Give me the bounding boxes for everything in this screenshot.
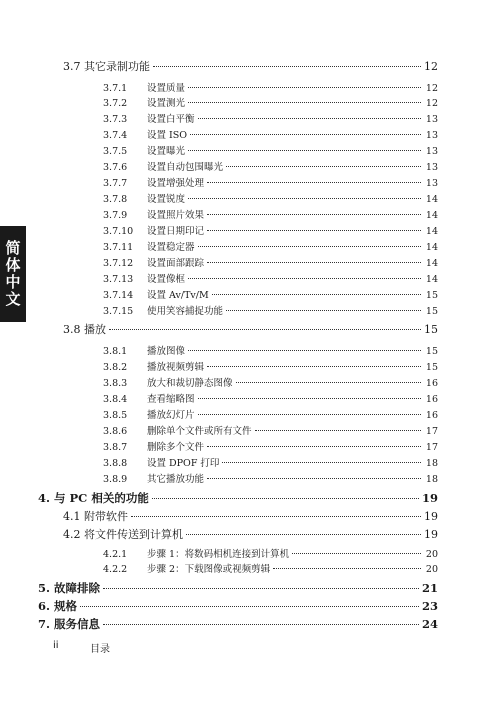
toc-entry[interactable] — [103, 255, 438, 269]
toc-title: 设置 ISO — [147, 130, 188, 141]
toc-page: 15 — [425, 306, 438, 317]
dot-leader — [292, 553, 421, 554]
toc-entry[interactable] — [63, 321, 438, 337]
toc-entry[interactable] — [38, 490, 438, 506]
toc-number: 4.2.1 — [103, 549, 128, 560]
toc-page: 18 — [425, 474, 438, 485]
dot-leader — [226, 310, 421, 311]
toc-entry[interactable] — [103, 223, 438, 237]
toc-entry[interactable] — [103, 191, 438, 205]
toc-number: 3.8.2 — [103, 362, 128, 373]
toc-page: 13 — [425, 162, 438, 173]
toc-entry[interactable] — [103, 407, 438, 421]
toc-number: 3.8.1 — [103, 346, 128, 357]
dot-leader — [153, 66, 421, 67]
dot-leader — [222, 462, 421, 463]
toc-title: 4.2 将文件传送到计算机 — [63, 528, 183, 541]
dot-leader — [80, 606, 419, 607]
toc-page: 15 — [425, 290, 438, 301]
toc-entry[interactable] — [103, 271, 438, 285]
toc-entry[interactable] — [103, 423, 438, 437]
toc-page: 19 — [424, 528, 438, 541]
dot-leader — [109, 329, 421, 330]
toc-entry[interactable] — [103, 159, 438, 173]
dot-leader — [207, 446, 421, 447]
dot-leader — [207, 230, 421, 231]
dot-leader — [226, 166, 421, 167]
toc-title: 使用笑容捕捉功能 — [147, 306, 224, 317]
toc-title: 步骤 1：将数码相机连接到计算机 — [147, 549, 290, 560]
dot-leader — [207, 262, 421, 263]
toc-page: 12 — [424, 60, 438, 73]
toc-title: 设置面部跟踪 — [147, 258, 205, 269]
dot-leader — [198, 246, 421, 247]
toc-number: 3.8.3 — [103, 378, 128, 389]
dot-leader — [198, 398, 421, 399]
page-number: ii — [53, 640, 59, 651]
toc-entry[interactable] — [63, 58, 438, 74]
toc-title: 设置质量 — [147, 83, 186, 94]
toc-title: 设置曝光 — [147, 146, 186, 157]
toc-number: 3.8.5 — [103, 410, 128, 421]
toc-page: 14 — [425, 210, 438, 221]
dot-leader — [152, 498, 419, 499]
toc-entry[interactable] — [103, 207, 438, 221]
toc-number: 3.7.2 — [103, 98, 128, 109]
dot-leader — [188, 102, 421, 103]
toc-entry[interactable] — [103, 359, 438, 373]
dot-leader — [207, 366, 421, 367]
toc-number: 3.7.4 — [103, 130, 128, 141]
toc-number: 3.7.1 — [103, 83, 128, 94]
toc-entry[interactable] — [103, 95, 438, 109]
toc-title: 设置增强处理 — [147, 178, 205, 189]
toc-page: 15 — [425, 346, 438, 357]
toc-page: 15 — [424, 323, 438, 336]
toc-number: 3.7.8 — [103, 194, 128, 205]
toc-entry[interactable] — [103, 80, 438, 94]
dot-leader — [188, 150, 421, 151]
toc-number: 5. — [38, 581, 51, 595]
toc-page: 19 — [424, 510, 438, 523]
toc-page: 16 — [425, 378, 438, 389]
toc-entry[interactable] — [103, 111, 438, 125]
toc-entry[interactable] — [103, 127, 438, 141]
toc-title: 3.7 其它录制功能 — [63, 60, 150, 73]
toc-title: 设置像框 — [147, 274, 186, 285]
dot-leader — [207, 214, 421, 215]
toc-title: 查看缩略图 — [147, 394, 195, 405]
dot-leader — [103, 588, 419, 589]
toc-page: 14 — [425, 242, 438, 253]
dot-leader — [273, 568, 421, 569]
toc-title: 服务信息 — [54, 617, 101, 631]
dot-leader — [131, 516, 421, 517]
toc-entry[interactable] — [103, 143, 438, 157]
toc-number: 3.8.8 — [103, 458, 128, 469]
toc-page: 15 — [425, 362, 438, 373]
toc-number: 4.2.2 — [103, 564, 128, 575]
toc-entry[interactable] — [103, 471, 438, 485]
toc-entry[interactable] — [63, 526, 438, 542]
toc-number: 4. — [38, 491, 51, 505]
toc-page: 23 — [421, 599, 438, 613]
toc-entry[interactable] — [103, 455, 438, 469]
toc-page: 24 — [421, 617, 438, 631]
dot-leader — [188, 278, 421, 279]
toc-number: 3.8.9 — [103, 474, 128, 485]
dot-leader — [236, 382, 421, 383]
dot-leader — [207, 478, 421, 479]
dot-leader — [212, 294, 421, 295]
toc-entry[interactable] — [103, 343, 438, 357]
toc-page: 14 — [425, 226, 438, 237]
toc-page: 14 — [425, 194, 438, 205]
toc-entry[interactable] — [103, 546, 438, 560]
toc-number: 3.8.7 — [103, 442, 128, 453]
toc-number: 3.7.10 — [103, 226, 134, 237]
toc-number: 3.7.12 — [103, 258, 134, 269]
dot-leader — [186, 534, 421, 535]
toc-number: 3.7.5 — [103, 146, 128, 157]
toc-title: 删除单个文件或所有文件 — [147, 426, 252, 437]
toc-number: 3.8.4 — [103, 394, 128, 405]
toc-entry[interactable] — [103, 303, 438, 317]
toc-entry[interactable] — [38, 616, 438, 632]
dot-leader — [188, 198, 421, 199]
dot-leader — [103, 624, 419, 625]
toc-title: 步骤 2：下载图像或视频剪辑 — [147, 564, 271, 575]
toc-number: 7. — [38, 617, 51, 631]
toc-page: 20 — [425, 564, 438, 575]
toc-page: 20 — [425, 549, 438, 560]
toc-page: 12 — [425, 98, 438, 109]
toc-page: 13 — [425, 178, 438, 189]
toc-entry[interactable] — [103, 287, 438, 301]
toc-page: 16 — [425, 394, 438, 405]
toc-page: 18 — [425, 458, 438, 469]
language-side-tab: 简体中文 — [0, 226, 26, 322]
toc-number: 3.8.6 — [103, 426, 128, 437]
toc-title: 设置稳定器 — [147, 242, 195, 253]
toc-entry[interactable] — [103, 391, 438, 405]
toc-entry[interactable] — [103, 375, 438, 389]
toc-page: 17 — [425, 442, 438, 453]
toc-title: 设置 DPOF 打印 — [147, 458, 220, 469]
toc-title: 设置照片效果 — [147, 210, 205, 221]
toc-entry[interactable] — [103, 175, 438, 189]
toc-title: 设置白平衡 — [147, 114, 195, 125]
dot-leader — [198, 414, 421, 415]
toc-page: 13 — [425, 146, 438, 157]
toc-entry[interactable] — [103, 439, 438, 453]
toc-page: 13 — [425, 130, 438, 141]
toc-number: 3.7.13 — [103, 274, 134, 285]
footer-title: 目录 — [90, 644, 110, 655]
toc-title: 4.1 附带软件 — [63, 510, 128, 523]
toc-number: 3.7.7 — [103, 178, 128, 189]
toc-number: 3.7.14 — [103, 290, 134, 301]
toc-title: 设置 Av/Tv/M — [147, 290, 209, 301]
toc-entry[interactable] — [38, 598, 438, 614]
toc-title: 删除多个文件 — [147, 442, 205, 453]
toc-page: 12 — [425, 83, 438, 94]
toc-entry[interactable] — [63, 508, 438, 524]
dot-leader — [188, 87, 421, 88]
toc-page: 17 — [425, 426, 438, 437]
toc-title: 其它播放功能 — [147, 474, 205, 485]
dot-leader — [190, 134, 421, 135]
toc-page: 21 — [421, 581, 438, 595]
toc-title: 规格 — [54, 599, 78, 613]
toc-title: 播放幻灯片 — [147, 410, 195, 421]
toc-title: 设置测光 — [147, 98, 186, 109]
toc-entry[interactable] — [38, 580, 438, 596]
toc-title: 播放视频剪辑 — [147, 362, 205, 373]
toc-title: 设置锐度 — [147, 194, 186, 205]
toc-entry[interactable] — [103, 561, 438, 575]
toc-title: 放大和裁切静态图像 — [147, 378, 233, 389]
toc-title: 与 PC 相关的功能 — [54, 491, 149, 505]
dot-leader — [207, 182, 421, 183]
toc-number: 3.7.3 — [103, 114, 128, 125]
toc-title: 设置日期印记 — [147, 226, 205, 237]
toc-page: 16 — [425, 410, 438, 421]
toc-number: 3.7.9 — [103, 210, 128, 221]
toc-title: 播放图像 — [147, 346, 186, 357]
toc-page: 19 — [421, 491, 438, 505]
toc-entry[interactable] — [103, 239, 438, 253]
toc-number: 3.7.11 — [103, 242, 134, 253]
toc-page: 14 — [425, 274, 438, 285]
toc-number: 3.7.6 — [103, 162, 128, 173]
dot-leader — [198, 118, 421, 119]
toc-title: 3.8 播放 — [63, 323, 106, 336]
dot-leader — [188, 350, 421, 351]
toc-page: 13 — [425, 114, 438, 125]
dot-leader — [255, 430, 421, 431]
toc-title: 设置自动包围曝光 — [147, 162, 224, 173]
toc-title: 故障排除 — [54, 581, 101, 595]
toc-number: 3.7.15 — [103, 306, 134, 317]
toc-number: 6. — [38, 599, 51, 613]
toc-page: 14 — [425, 258, 438, 269]
